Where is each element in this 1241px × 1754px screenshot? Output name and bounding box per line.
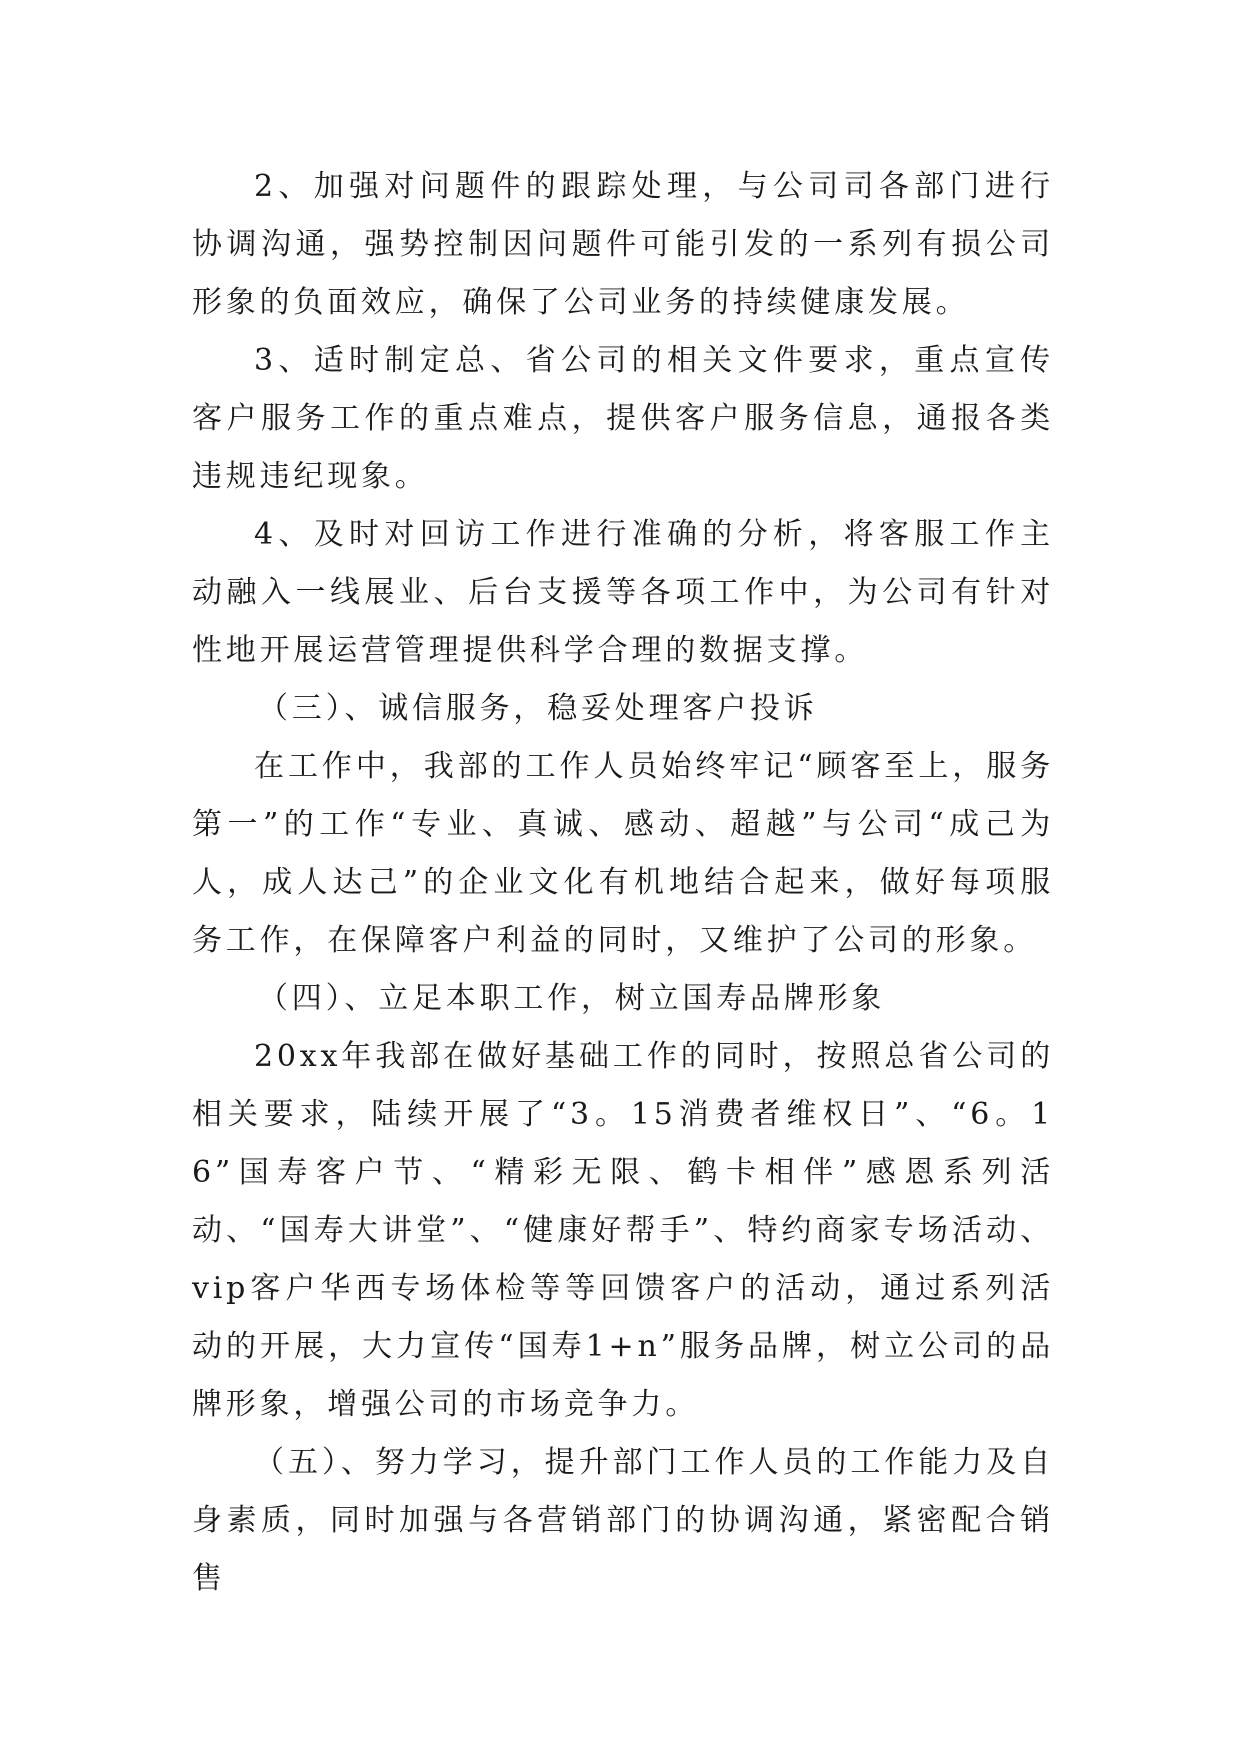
- paragraph-brand-activities: 20xx年我部在做好基础工作的同时，按照总省公司的相关要求，陆续开展了“3。15消费者维权日”、“6。16”国寿客户节、“精彩无限、鹤卡相伴”感恩系列活动、“国寿大讲堂”、“健康好帮手”、特约商家专场活动、vip客户华西专场体检等等回馈客户的活动，通过系列活动的开展，大力宣传“国寿1+n”服务品牌，树立公司的品牌形象，增强公司的市场竞争力。: [192, 1039, 1054, 1422]
- paragraph-item-3-policy: 3、适时制定总、省公司的相关文件要求，重点宣传客户服务工作的重点难点，提供客户服务信息，通报各类违规违纪现象。: [192, 343, 1054, 494]
- section-heading-4: （四）、立足本职工作，树立国寿品牌形象: [258, 981, 886, 1016]
- paragraph-section-5: （五）、努力学习，提升部门工作人员的工作能力及自身素质，同时加强与各营销部门的协调沟通，紧密配合销售: [192, 1445, 1054, 1596]
- document-body: [192, 158, 1054, 1608]
- section-heading-3: （三）、诚信服务，稳妥处理客户投诉: [258, 691, 818, 726]
- paragraph-integrity-service: 在工作中，我部的工作人员始终牢记“顾客至上，服务第一”的工作“专业、真诚、感动、超越”与公司“成己为人，成人达己”的企业文化有机地结合起来，做好每项服务工作，在保障客户利益的同时，又维护了公司的形象。: [192, 749, 1054, 958]
- paragraph-item-4-analysis: 4、及时对回访工作进行准确的分析，将客服工作主动融入一线展业、后台支援等各项工作中，为公司有针对性地开展运营管理提供科学合理的数据支撑。: [192, 517, 1054, 668]
- paragraph-item-2-followup: 2、加强对问题件的跟踪处理，与公司司各部门进行协调沟通，强势控制因问题件可能引发的一系列有损公司形象的负面效应，确保了公司业务的持续健康发展。: [192, 169, 1054, 320]
